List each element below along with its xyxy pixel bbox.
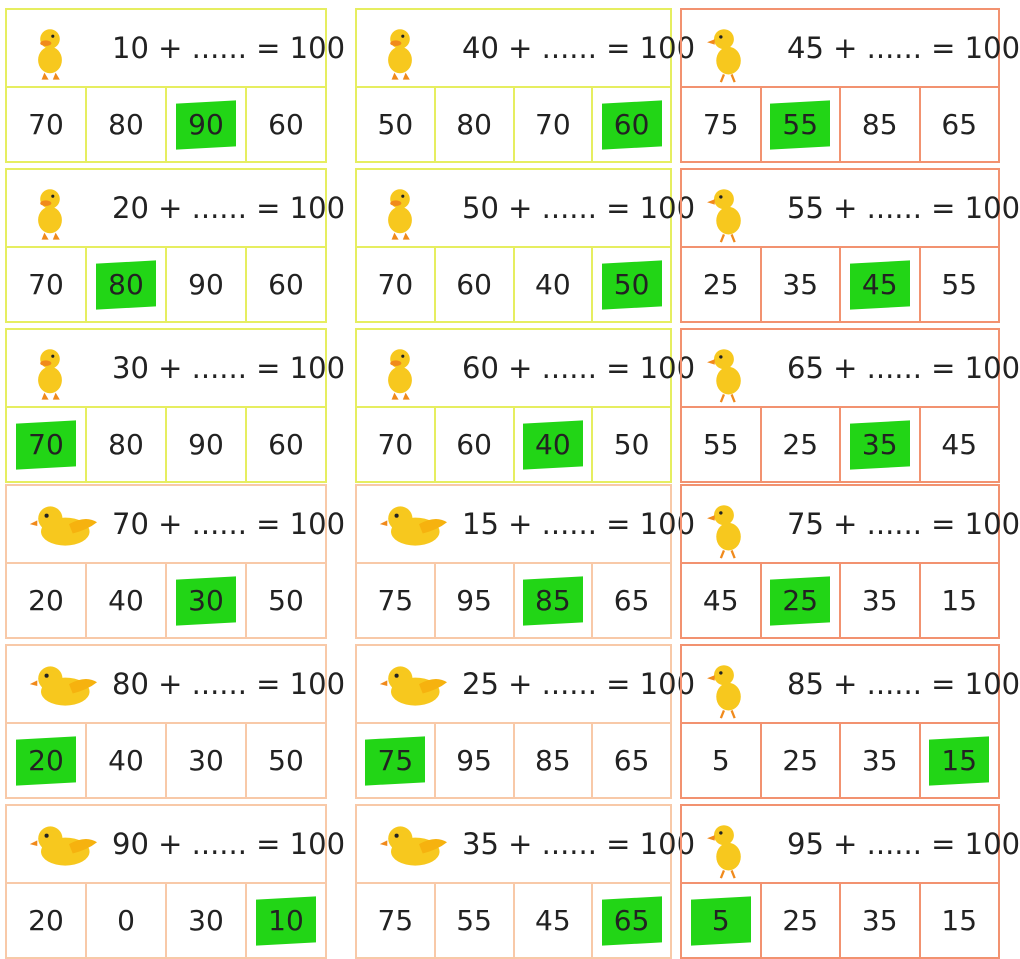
option-number: 65 (613, 904, 650, 937)
duck-swimming-icon (379, 818, 441, 878)
duck-chick-icon (704, 818, 766, 878)
equation-text: 25 + ...... = 100 (462, 667, 696, 701)
duck-chick-icon (704, 182, 766, 242)
answer-option[interactable] (513, 88, 592, 161)
option-number: 50 (268, 744, 304, 777)
option-number: 55 (782, 108, 819, 141)
answer-option[interactable] (839, 884, 919, 957)
duck-standing-icon (379, 342, 441, 402)
answer-option[interactable] (513, 724, 592, 797)
answer-option[interactable] (434, 564, 513, 637)
option-number: 70 (28, 108, 64, 141)
option-number: 70 (535, 108, 571, 141)
equation-box (355, 328, 696, 408)
answer-options (680, 564, 1000, 639)
answer-option[interactable] (682, 408, 760, 481)
answer-option[interactable] (919, 884, 999, 957)
problem-card (355, 8, 696, 163)
answer-option[interactable] (357, 408, 434, 481)
equation-text: 15 + ...... = 100 (462, 507, 696, 541)
answer-option[interactable] (682, 564, 760, 637)
answer-option[interactable] (760, 724, 840, 797)
answer-option[interactable] (7, 248, 85, 321)
answer-option[interactable] (85, 724, 165, 797)
answer-option-selected[interactable] (7, 724, 85, 797)
duck-swimming-icon (29, 818, 91, 878)
equation-box (355, 644, 696, 724)
answer-option[interactable] (434, 884, 513, 957)
option-number: 85 (861, 108, 898, 141)
option-number: 55 (941, 268, 978, 301)
problem-card (5, 644, 346, 799)
option-number: 95 (456, 744, 492, 777)
answer-option[interactable] (7, 884, 85, 957)
option-number: 30 (188, 904, 224, 937)
duck-swimming-icon (379, 658, 441, 718)
option-number: 65 (613, 744, 650, 777)
option-number: 15 (941, 904, 978, 937)
option-number: 40 (535, 268, 571, 301)
duck-swimming-icon (29, 498, 91, 558)
answer-option-selected[interactable] (682, 884, 760, 957)
answer-option[interactable] (434, 724, 513, 797)
answer-option-selected[interactable] (357, 724, 434, 797)
duck-chick-icon (704, 658, 766, 718)
answer-option-selected[interactable] (513, 408, 592, 481)
equation-text: 85 + ...... = 100 (787, 667, 1020, 701)
answer-options (5, 88, 327, 163)
option-number: 65 (613, 584, 650, 617)
answer-option[interactable] (85, 564, 165, 637)
equation-box (355, 168, 696, 248)
problem-card (680, 328, 1020, 483)
duck-chick-icon (704, 498, 766, 558)
answer-options (355, 248, 672, 323)
duck-swimming-icon (29, 658, 91, 718)
answer-option[interactable] (245, 248, 325, 321)
option-number: 70 (28, 428, 64, 461)
answer-option[interactable] (165, 884, 245, 957)
equation-box (5, 328, 346, 408)
answer-option[interactable] (85, 884, 165, 957)
answer-options (680, 248, 1000, 323)
answer-option[interactable] (839, 724, 919, 797)
problem-card (680, 8, 1020, 163)
option-number: 55 (456, 904, 492, 937)
option-number: 35 (861, 904, 898, 937)
answer-option[interactable] (919, 88, 999, 161)
option-number: 10 (268, 904, 304, 937)
answer-option[interactable] (7, 564, 85, 637)
option-number: 30 (188, 584, 224, 617)
answer-options (680, 884, 1000, 959)
option-number: 85 (535, 744, 571, 777)
answer-options (5, 884, 327, 959)
option-number: 60 (268, 108, 304, 141)
equation-text: 95 + ...... = 100 (787, 827, 1020, 861)
duck-standing-icon (29, 342, 91, 402)
answer-option-selected[interactable] (760, 564, 840, 637)
answer-option-selected[interactable] (165, 88, 245, 161)
option-number: 40 (535, 428, 571, 461)
answer-options (5, 248, 327, 323)
answer-option-selected[interactable] (919, 724, 999, 797)
equation-text: 30 + ...... = 100 (112, 351, 346, 385)
option-number: 90 (188, 108, 224, 141)
option-number: 85 (535, 584, 571, 617)
answer-options (355, 88, 672, 163)
answer-option-selected[interactable] (839, 248, 919, 321)
equation-text: 20 + ...... = 100 (112, 191, 346, 225)
answer-option[interactable] (245, 724, 325, 797)
answer-option[interactable] (245, 564, 325, 637)
equation-box (355, 804, 696, 884)
answer-option-selected[interactable] (591, 88, 670, 161)
option-number: 60 (268, 428, 304, 461)
equation-box (5, 484, 346, 564)
option-number: 25 (782, 904, 819, 937)
answer-option[interactable] (682, 248, 760, 321)
option-number: 75 (377, 584, 414, 617)
option-number: 35 (861, 744, 898, 777)
problem-card (355, 644, 696, 799)
option-number: 20 (28, 584, 64, 617)
answer-options (355, 408, 672, 483)
answer-options (5, 724, 327, 799)
answer-option[interactable] (245, 408, 325, 481)
option-number: 25 (702, 268, 739, 301)
equation-box (680, 328, 1020, 408)
answer-option[interactable] (591, 408, 670, 481)
answer-options (680, 408, 1000, 483)
problem-card (5, 804, 346, 959)
equation-box (680, 484, 1020, 564)
problem-card (5, 484, 346, 639)
answer-option[interactable] (434, 408, 513, 481)
option-number: 15 (941, 584, 978, 617)
problem-card (680, 484, 1020, 639)
problem-card (680, 168, 1020, 323)
equation-text: 60 + ...... = 100 (462, 351, 696, 385)
answer-option[interactable] (919, 564, 999, 637)
answer-option-selected[interactable] (591, 884, 670, 957)
answer-option-selected[interactable] (245, 884, 325, 957)
option-number: 75 (702, 108, 739, 141)
answer-option[interactable] (839, 564, 919, 637)
answer-option[interactable] (357, 564, 434, 637)
problem-card (355, 328, 696, 483)
answer-option-selected[interactable] (760, 88, 840, 161)
option-number: 50 (613, 268, 650, 301)
answer-options (355, 724, 672, 799)
answer-option[interactable] (760, 884, 840, 957)
problem-card (355, 484, 696, 639)
problem-card (5, 8, 346, 163)
option-number: 80 (108, 428, 144, 461)
answer-options (5, 408, 327, 483)
duck-chick-icon (704, 22, 766, 82)
equation-box (5, 8, 346, 88)
problem-card (680, 804, 1020, 959)
option-number: 20 (28, 904, 64, 937)
equation-text: 70 + ...... = 100 (112, 507, 346, 541)
option-number: 40 (108, 744, 144, 777)
answer-option[interactable] (165, 408, 245, 481)
equation-text: 90 + ...... = 100 (112, 827, 346, 861)
duck-standing-icon (29, 182, 91, 242)
equation-box (355, 484, 696, 564)
answer-options (680, 724, 1000, 799)
option-number: 5 (711, 904, 730, 937)
answer-option[interactable] (357, 248, 434, 321)
option-number: 90 (188, 268, 224, 301)
equation-text: 65 + ...... = 100 (787, 351, 1020, 385)
option-number: 35 (782, 268, 819, 301)
option-number: 45 (941, 428, 978, 461)
answer-option[interactable] (85, 88, 165, 161)
equation-box (680, 8, 1020, 88)
answer-options (355, 884, 672, 959)
problem-card (680, 644, 1020, 799)
answer-option[interactable] (513, 884, 592, 957)
problem-card (355, 168, 696, 323)
option-number: 15 (941, 744, 978, 777)
equation-box (680, 168, 1020, 248)
answer-option-selected[interactable] (513, 564, 592, 637)
option-number: 70 (377, 428, 414, 461)
answer-option-selected[interactable] (839, 408, 919, 481)
answer-option[interactable] (760, 248, 840, 321)
answer-option-selected[interactable] (165, 564, 245, 637)
answer-option-selected[interactable] (591, 248, 670, 321)
option-number: 30 (188, 744, 224, 777)
answer-option[interactable] (85, 408, 165, 481)
option-number: 45 (535, 904, 571, 937)
equation-box (5, 168, 346, 248)
answer-option[interactable] (165, 248, 245, 321)
problem-card (5, 168, 346, 323)
equation-text: 75 + ...... = 100 (787, 507, 1020, 541)
option-number: 90 (188, 428, 224, 461)
duck-standing-icon (379, 22, 441, 82)
answer-options (355, 564, 672, 639)
option-number: 45 (861, 268, 898, 301)
option-number: 20 (28, 744, 64, 777)
option-number: 60 (613, 108, 650, 141)
answer-option-selected[interactable] (85, 248, 165, 321)
equation-text: 45 + ...... = 100 (787, 31, 1020, 65)
problem-card (5, 328, 346, 483)
option-number: 50 (613, 428, 650, 461)
answer-option[interactable] (591, 564, 670, 637)
problem-card (355, 804, 696, 959)
duck-chick-icon (704, 342, 766, 402)
option-number: 55 (702, 428, 739, 461)
option-number: 75 (377, 904, 414, 937)
option-number: 60 (456, 268, 492, 301)
equation-text: 40 + ...... = 100 (462, 31, 696, 65)
option-number: 0 (117, 904, 135, 937)
option-number: 95 (456, 584, 492, 617)
equation-box (355, 8, 696, 88)
equation-box (5, 644, 346, 724)
equation-text: 10 + ...... = 100 (112, 31, 346, 65)
answer-option[interactable] (591, 724, 670, 797)
option-number: 25 (782, 428, 819, 461)
option-number: 35 (861, 584, 898, 617)
answer-option[interactable] (245, 88, 325, 161)
option-number: 60 (268, 268, 304, 301)
answer-option[interactable] (919, 408, 999, 481)
duck-standing-icon (379, 182, 441, 242)
answer-option[interactable] (919, 248, 999, 321)
option-number: 35 (861, 428, 898, 461)
option-number: 25 (782, 744, 819, 777)
duck-standing-icon (29, 22, 91, 82)
option-number: 70 (377, 268, 414, 301)
answer-option[interactable] (357, 88, 434, 161)
answer-option-selected[interactable] (7, 408, 85, 481)
option-number: 50 (268, 584, 304, 617)
equation-box (680, 804, 1020, 884)
option-number: 80 (108, 268, 144, 301)
option-number: 5 (711, 744, 730, 777)
answer-option[interactable] (682, 724, 760, 797)
option-number: 60 (456, 428, 492, 461)
equation-box (680, 644, 1020, 724)
option-number: 45 (702, 584, 739, 617)
answer-option[interactable] (165, 724, 245, 797)
option-number: 70 (28, 268, 64, 301)
equation-text: 55 + ...... = 100 (787, 191, 1020, 225)
answer-option[interactable] (7, 88, 85, 161)
answer-option[interactable] (434, 88, 513, 161)
answer-options (680, 88, 1000, 163)
answer-option[interactable] (760, 408, 840, 481)
answer-option[interactable] (839, 88, 919, 161)
equation-text: 50 + ...... = 100 (462, 191, 696, 225)
option-number: 40 (108, 584, 144, 617)
option-number: 65 (941, 108, 978, 141)
answer-option[interactable] (357, 884, 434, 957)
option-number: 80 (108, 108, 144, 141)
option-number: 75 (377, 744, 414, 777)
answer-option[interactable] (434, 248, 513, 321)
option-number: 80 (456, 108, 492, 141)
option-number: 50 (377, 108, 414, 141)
answer-options (5, 564, 327, 639)
equation-box (5, 804, 346, 884)
equation-text: 35 + ...... = 100 (462, 827, 696, 861)
duck-swimming-icon (379, 498, 441, 558)
equation-text: 80 + ...... = 100 (112, 667, 346, 701)
answer-option[interactable] (682, 88, 760, 161)
answer-option[interactable] (513, 248, 592, 321)
option-number: 25 (782, 584, 819, 617)
